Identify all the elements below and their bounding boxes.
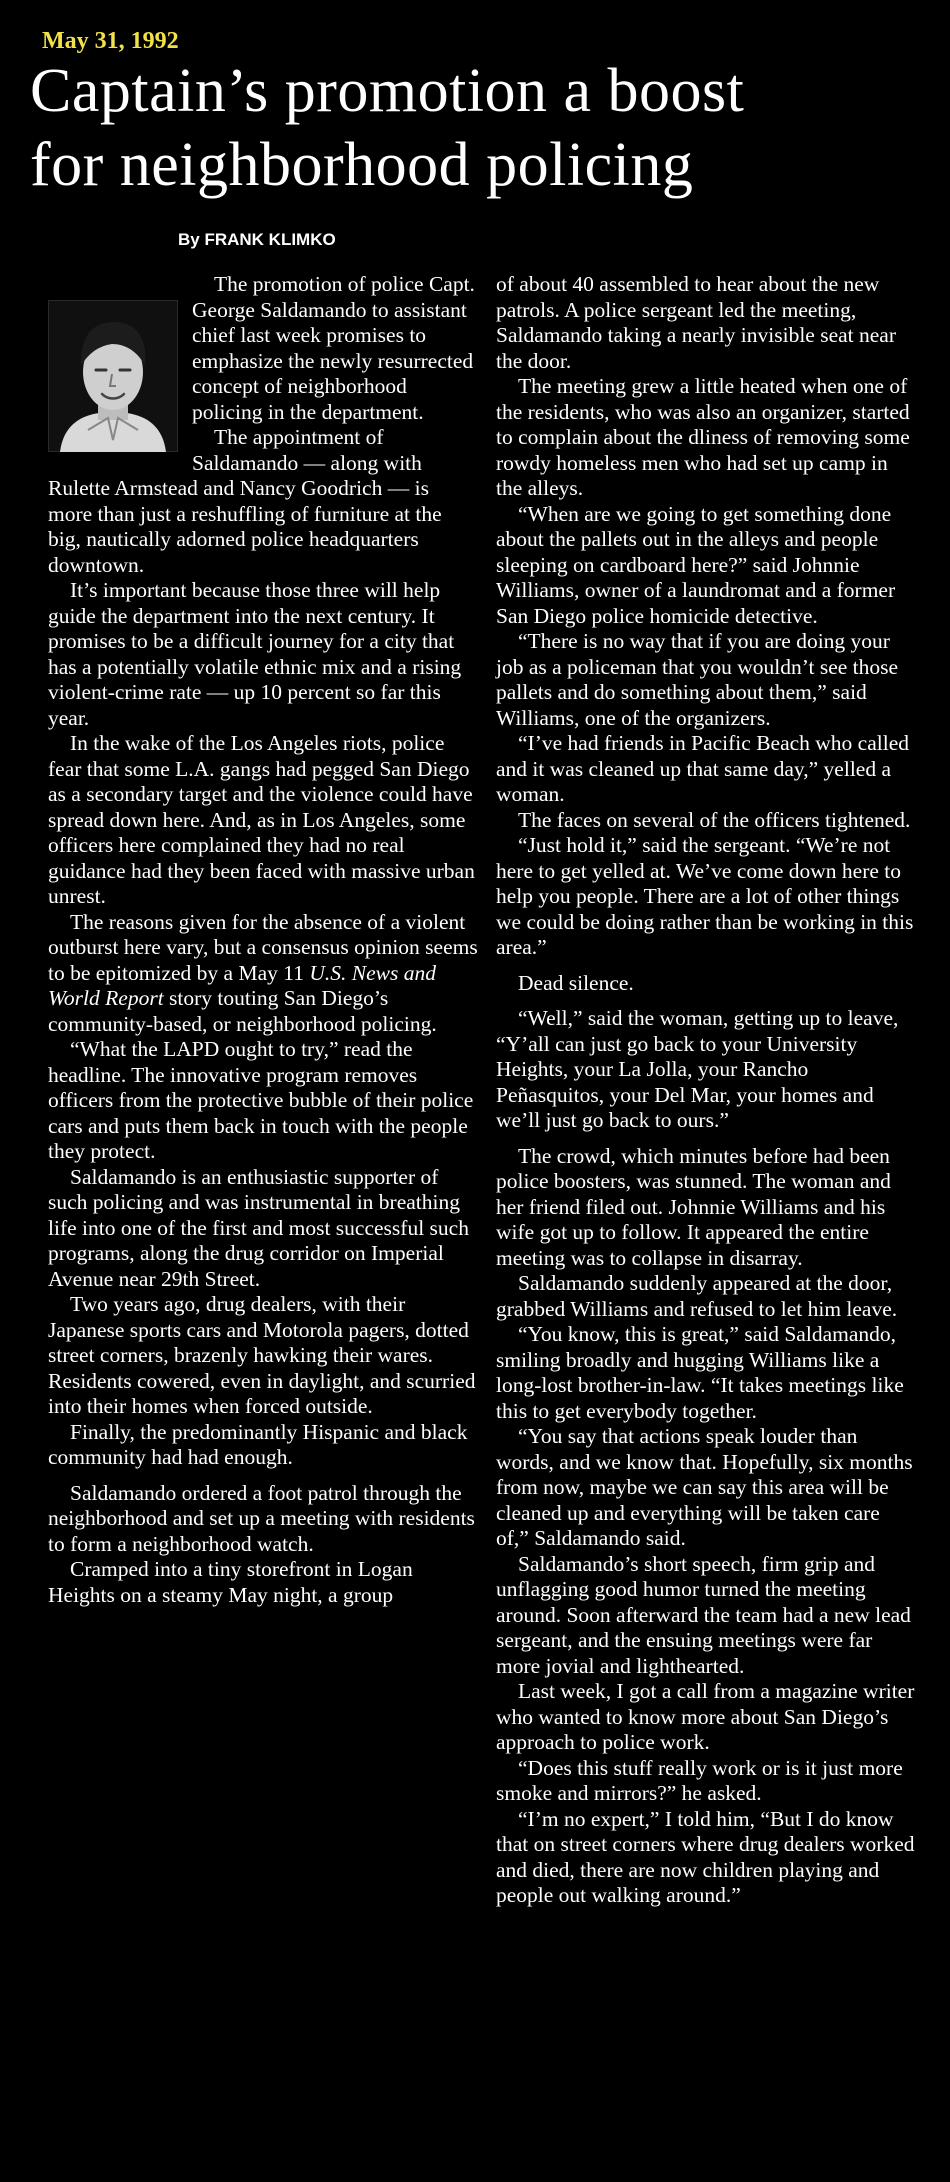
paragraph: “You say that actions speak louder than words, and we know that. Hopefully, six months from now, maybe we can say this area will be cleaned up and everything will be taken care of,” Saldamando said. xyxy=(496,1424,913,1550)
paragraph: Saldamando’s short speech, firm grip and unflagging good humor turned the meeting around. Soon afterward the team had a new lead sergeant, and the ensuing meetings were far more jovial and lighthearted. xyxy=(496,1551,911,1678)
paragraph: Two years ago, drug dealers, with their Japanese sports cars and Motorola pagers, dotted street corners, brazenly hawking their wares. Residents cowered, even in daylight, and scurried into their homes when forced outside. xyxy=(48,1292,476,1418)
paragraph: It’s important because those three will help guide the department into the next century. It promises to be a difficult journey for a city that has a potentially volatile ethnic mix and a rising violent-crime rate — up 10 percent so far this year. xyxy=(48,578,462,730)
author-photo xyxy=(48,300,178,452)
paragraph: The promotion of police Capt. George Saldamando to assistant chief last week promises to emphasize the newly resurrected concept of neighborhood policing in the department. xyxy=(192,272,475,424)
publication-title: U.S. News and World Report xyxy=(48,960,436,1010)
paragraph: The appointment of Saldamando — along with Rulette Armstead and Nancy Goodrich — is more than just a reshuffling of furniture at the big, nautically adorned police headquarters downtown. xyxy=(48,425,442,577)
paragraph: Saldamando is an enthusiastic supporter of such policing and was instrumental in breathing life into one of the first and most successful such programs, along the drug corridor on Imperial Avenue near 29th Street. xyxy=(48,1164,469,1291)
paragraph: Finally, the predominantly Hispanic and black community had had enough. xyxy=(48,1419,468,1469)
headline-line-1: Captain’s promotion a boost xyxy=(30,57,745,125)
paragraph: “Just hold it,” said the sergeant. “We’re not here to get yelled at. We’ve come down here to help you people. There are a lot of other things we could be doing rather than be working in this area.” xyxy=(496,833,914,959)
paragraph: “You know, this is great,” said Saldamando, smiling broadly and hugging Williams like a long-lost brother-in-law. “It takes meetings like this to get everybody together. xyxy=(496,1322,904,1423)
paragraph: Saldamando suddenly appeared at the door, grabbed Williams and refused to let him leave. xyxy=(496,1271,898,1321)
paragraph: “I’m no expert,” I told him, “But I do know that on street corners where drug dealers worked and died, there are now children playing and people out walking around.” xyxy=(496,1806,915,1907)
paragraph: In the wake of the Los Angeles riots, police fear that some L.A. gangs had pegged San Diego as a secondary target and the violence could have spread down here. And, as in Los Angeles, some officers here complained they had no real guidance had they been faced with massive urban unrest. xyxy=(48,731,475,908)
byline: By FRANK KLIMKO xyxy=(178,230,336,249)
paragraph xyxy=(48,910,478,1038)
paragraph: of about 40 assembled to hear about the new patrols. A police sergeant led the meeting, Saldamando taking a nearly invisible seat near the door. xyxy=(496,272,897,373)
article-date: May 31, 1992 xyxy=(42,28,179,54)
article-column-2 xyxy=(496,272,916,1909)
portrait-image xyxy=(48,300,178,452)
headline-line-2: for neighborhood policing xyxy=(30,131,694,199)
paragraph: “Does this stuff really work or is it just more smoke and mirrors?” he asked. xyxy=(496,1755,903,1805)
paragraph: “Well,” said the woman, getting up to leave, “Y’all can just go back to your University Heights, your La Jolla, your Rancho Peñasquitos, your Del Mar, your homes and we’ll just go back to ours.” xyxy=(496,1006,899,1132)
paragraph: Dead silence. xyxy=(518,970,634,995)
paragraph: Cramped into a tiny storefront in Logan Heights on a steamy May night, a group xyxy=(48,1557,413,1607)
paragraph: The faces on several of the officers tightened. xyxy=(518,807,911,832)
paragraph: “I’ve had friends in Pacific Beach who called and it was cleaned up that same day,” yelled a woman. xyxy=(496,731,910,806)
headline xyxy=(30,54,910,202)
paragraph: “When are we going to get something done about the pallets out in the alleys and people sleeping on cardboard here?” said Johnnie Williams, owner of a laundromat and a former San Diego police homicide detective. xyxy=(496,501,896,628)
article-column-1 xyxy=(48,272,478,1608)
paragraph-text: The reasons given for the absence of a violent outburst here vary, but a consensus opinion seems to be epitomized by a May 11 xyxy=(48,909,478,985)
paragraph: “There is no way that if you are doing your job as a policeman that you wouldn’t see those pallets and do something about them,” said Williams, one of the organizers. xyxy=(496,629,899,730)
paragraph: The meeting grew a little heated when one of the residents, who was also an organizer, started to complain about the dliness of removing some rowdy homeless men who had set up camp in the alleys. xyxy=(496,374,910,500)
paragraph: Last week, I got a call from a magazine writer who wanted to know more about San Diego’s approach to police work. xyxy=(496,1679,915,1754)
paragraph: Saldamando ordered a foot patrol through the neighborhood and set up a meeting with residents to form a neighborhood watch. xyxy=(48,1480,475,1556)
paragraph: The crowd, which minutes before had been police boosters, was stunned. The woman and her friend filed out. Johnnie Williams and his wife got up to follow. It appeared the entire meeting was to collapse in disarray. xyxy=(496,1143,891,1270)
paragraph: “What the LAPD ought to try,” read the headline. The innovative program removes officers from the protective bubble of their police cars and puts them back in touch with the people they protect. xyxy=(48,1037,474,1163)
paragraph-text: story touting San Diego’s community-based, or neighborhood policing. xyxy=(48,986,437,1036)
